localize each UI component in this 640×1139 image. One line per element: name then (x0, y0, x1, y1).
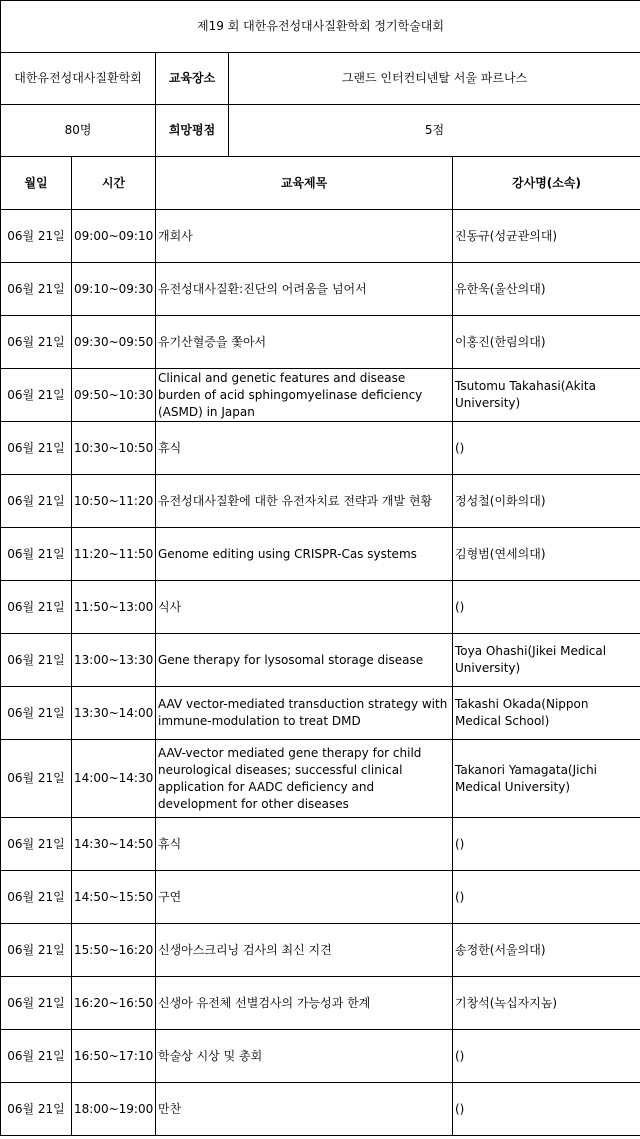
row-date: 06월 21일 (1, 1030, 72, 1083)
row-date: 06월 21일 (1, 1083, 72, 1136)
score-value: 5점 (229, 105, 640, 157)
row-topic: 신생아 유전체 선별검사의 가능성과 한계 (156, 977, 453, 1030)
capacity-value: 80명 (1, 105, 156, 157)
row-speaker: () (453, 818, 640, 871)
row-time: 10:30~10:50 (72, 422, 156, 475)
row-date: 06월 21일 (1, 263, 72, 316)
row-date: 06월 21일 (1, 475, 72, 528)
row-date: 06월 21일 (1, 528, 72, 581)
table-row (1, 924, 640, 977)
row-topic: Genome editing using CRISPR-Cas systems (156, 528, 453, 581)
row-time: 11:50~13:00 (72, 581, 156, 634)
row-speaker: 이홍진(한림의대) (453, 316, 640, 369)
organizer-name: 대한유전성대사질환학회 (1, 53, 156, 105)
row-date: 06월 21일 (1, 581, 72, 634)
row-time: 11:20~11:50 (72, 528, 156, 581)
row-topic: Gene therapy for lysosomal storage disease (156, 634, 453, 687)
row-topic: 식사 (156, 581, 453, 634)
row-time: 16:20~16:50 (72, 977, 156, 1030)
table-row (1, 1083, 640, 1136)
table-row (1, 634, 640, 687)
row-topic: Clinical and genetic features and disease burden of acid sphingomyelinase deficiency (ASMD) in Japan (156, 369, 453, 422)
table-row (1, 316, 640, 369)
row-speaker: 정성철(이화의대) (453, 475, 640, 528)
row-date: 06월 21일 (1, 687, 72, 740)
row-date: 06월 21일 (1, 871, 72, 924)
row-speaker: 김형범(연세의대) (453, 528, 640, 581)
row-time: 14:30~14:50 (72, 818, 156, 871)
row-topic: 개회사 (156, 210, 453, 263)
table-row (1, 1030, 640, 1083)
row-speaker: Tsutomu Takahasi(Akita University) (453, 369, 640, 422)
row-date: 06월 21일 (1, 210, 72, 263)
row-date: 06월 21일 (1, 634, 72, 687)
row-time: 14:50~15:50 (72, 871, 156, 924)
row-speaker: Toya Ohashi(Jikei Medical University) (453, 634, 640, 687)
row-speaker: () (453, 1030, 640, 1083)
row-date: 06월 21일 (1, 740, 72, 818)
row-date: 06월 21일 (1, 316, 72, 369)
table-row (1, 528, 640, 581)
row-date: 06월 21일 (1, 422, 72, 475)
table-row (1, 422, 640, 475)
row-topic: AAV vector-mediated transduction strategy with immune-modulation to treat DMD (156, 687, 453, 740)
row-speaker: () (453, 581, 640, 634)
row-time: 14:00~14:30 (72, 740, 156, 818)
row-topic: 유전성대사질환:진단의 어려움을 넘어서 (156, 263, 453, 316)
row-date: 06월 21일 (1, 369, 72, 422)
row-speaker: Takashi Okada(Nippon Medical School) (453, 687, 640, 740)
row-time: 09:00~09:10 (72, 210, 156, 263)
column-header-speaker: 강사명(소속) (453, 157, 640, 210)
row-speaker: () (453, 871, 640, 924)
row-time: 13:30~14:00 (72, 687, 156, 740)
row-date: 06월 21일 (1, 818, 72, 871)
row-time: 18:00~19:00 (72, 1083, 156, 1136)
table-row (1, 818, 640, 871)
row-topic: 휴식 (156, 422, 453, 475)
row-time: 15:50~16:20 (72, 924, 156, 977)
row-time: 09:50~10:30 (72, 369, 156, 422)
row-topic: 유기산혈증을 쫓아서 (156, 316, 453, 369)
page-title: 제19 회 대한유전성대사질환학회 정기학술대회 (1, 1, 640, 53)
row-time: 09:10~09:30 (72, 263, 156, 316)
venue-value: 그랜드 인터컨티넨탈 서울 파르나스 (229, 53, 640, 105)
table-row (1, 740, 640, 818)
score-label: 희망평점 (156, 105, 229, 157)
row-topic: AAV-vector mediated gene therapy for child neurological diseases; successful clinical application for AADC deficiency and development for other diseases (156, 740, 453, 818)
table-row (1, 475, 640, 528)
row-topic: 구연 (156, 871, 453, 924)
row-speaker: 진동규(성균관의대) (453, 210, 640, 263)
row-speaker: 기창석(녹십자지놈) (453, 977, 640, 1030)
row-speaker: Takanori Yamagata(Jichi Medical University) (453, 740, 640, 818)
row-speaker: () (453, 1083, 640, 1136)
row-time: 10:50~11:20 (72, 475, 156, 528)
row-topic: 휴식 (156, 818, 453, 871)
row-speaker: 유한욱(울산의대) (453, 263, 640, 316)
table-row (1, 871, 640, 924)
row-date: 06월 21일 (1, 924, 72, 977)
row-speaker: 송정한(서울의대) (453, 924, 640, 977)
row-topic: 신생아스크리닝 검사의 최신 지견 (156, 924, 453, 977)
table-row (1, 687, 640, 740)
row-speaker: () (453, 422, 640, 475)
venue-label: 교육장소 (156, 53, 229, 105)
table-row (1, 369, 640, 422)
table-row (1, 263, 640, 316)
column-header-time: 시간 (72, 157, 156, 210)
row-time: 09:30~09:50 (72, 316, 156, 369)
table-row (1, 977, 640, 1030)
row-time: 16:50~17:10 (72, 1030, 156, 1083)
row-time: 13:00~13:30 (72, 634, 156, 687)
table-row (1, 210, 640, 263)
column-header-topic: 교육제목 (156, 157, 453, 210)
row-date: 06월 21일 (1, 977, 72, 1030)
row-topic: 학술상 시상 및 총회 (156, 1030, 453, 1083)
row-topic: 만찬 (156, 1083, 453, 1136)
row-topic: 유전성대사질환에 대한 유전자치료 전략과 개발 현황 (156, 475, 453, 528)
table-row (1, 581, 640, 634)
column-header-date: 월일 (1, 157, 72, 210)
